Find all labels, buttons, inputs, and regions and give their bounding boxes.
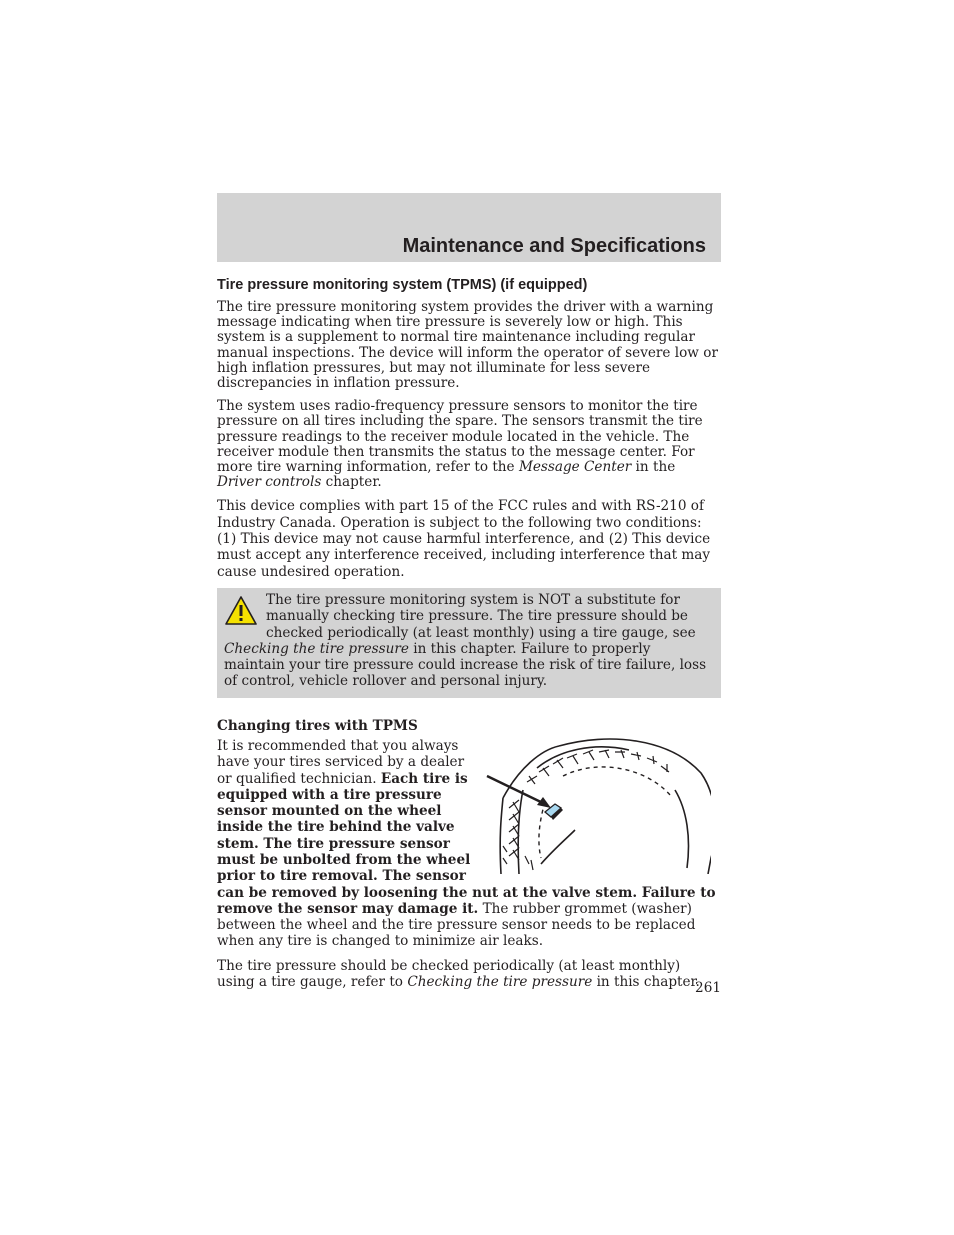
- paragraph-tpms-text-a: It is recommended that you always have your tires serviced by a dealer or qualified technician.: [217, 737, 465, 787]
- page-title: Maintenance and Specifications: [402, 235, 706, 257]
- paragraph-check-pressure: [217, 958, 721, 991]
- warning-box: [217, 588, 721, 698]
- tire-sensor-illustration: [479, 738, 711, 874]
- paragraph-fcc-text: This device complies with part 15 of the FCC rules and with RS-210 of Industry Canada. Operation is subject to the following two conditions: (1) This device may not cause harmful interference, and (2) This device must accept any interference received, including interference that may cause undesired operation.: [217, 498, 711, 580]
- warning-text-a: The tire pressure monitoring system is NOT a substitute for manually checking tire pressure. The tire pressure should be checked periodically (at least monthly) using a tire gauge, see: [266, 591, 696, 641]
- warning-triangle-icon: [224, 595, 258, 627]
- warning-text: [224, 592, 714, 690]
- main-content: [217, 275, 721, 998]
- check-tire-pressure-reference: Checking the tire pressure: [407, 974, 593, 991]
- paragraph-system-text-c: chapter.: [321, 474, 382, 491]
- driver-controls-reference: Driver controls: [217, 474, 322, 491]
- paragraph-intro-text: The tire pressure monitoring system provides the driver with a warning message indicating when tire pressure is severely low or high. This system is a supplement to normal tire maintenance including regular manual inspections. The device will inform the operator of severe low or high inflation pressures, but may not illuminate for less severe discrepancies in inflation pressure.: [217, 299, 718, 392]
- paragraph-tpms-bold: Each tire is equipped with a tire pressure sensor mounted on the wheel inside the tire behind the valve stem. The tire pressure sensor must be unbolted from the wheel prior to tire removal. The sensor can be removed by loosening the nut at the valve stem. Failure to remove the sensor may damage it.: [217, 770, 716, 917]
- page-number: 261: [695, 980, 721, 996]
- paragraph-check-text-b: in this chapter.: [592, 974, 700, 991]
- warning-text-b: in this chapter. Failure to properly maintain your tire pressure could increase the risk of tire failure, loss of control, vehicle rollover and personal injury.: [224, 640, 707, 690]
- tpms-heading: Changing tires with TPMS: [217, 717, 418, 734]
- paragraph-check-text-a: The tire pressure should be checked periodically (at least monthly) using a tire gauge, refer to: [217, 957, 681, 991]
- paragraph-tpms-text-b: The rubber grommet (washer) between the wheel and the tire pressure sensor needs to be replaced when any tire is changed to minimize air leaks.: [217, 900, 696, 950]
- warning-tire-pressure-reference: Checking the tire pressure: [224, 640, 409, 657]
- header-band: [217, 193, 721, 262]
- paragraph-intro: [217, 300, 721, 391]
- paragraph-system: [217, 399, 721, 490]
- paragraph-fcc: [217, 498, 721, 579]
- section-heading: Tire pressure monitoring system (TPMS) (if equipped): [217, 277, 588, 293]
- paragraph-system-text-a: The system uses radio-frequency pressure sensors to monitor the tire pressure on all tires including the spare. The sensors transmit the tire pressure readings to the receiver module located in the vehicle. The receiver module then transmits the status to the message center. For more tire warning information, refer to the: [217, 398, 703, 476]
- paragraph-system-text-b: in the: [631, 459, 676, 476]
- message-center-reference: Message Center: [518, 459, 632, 476]
